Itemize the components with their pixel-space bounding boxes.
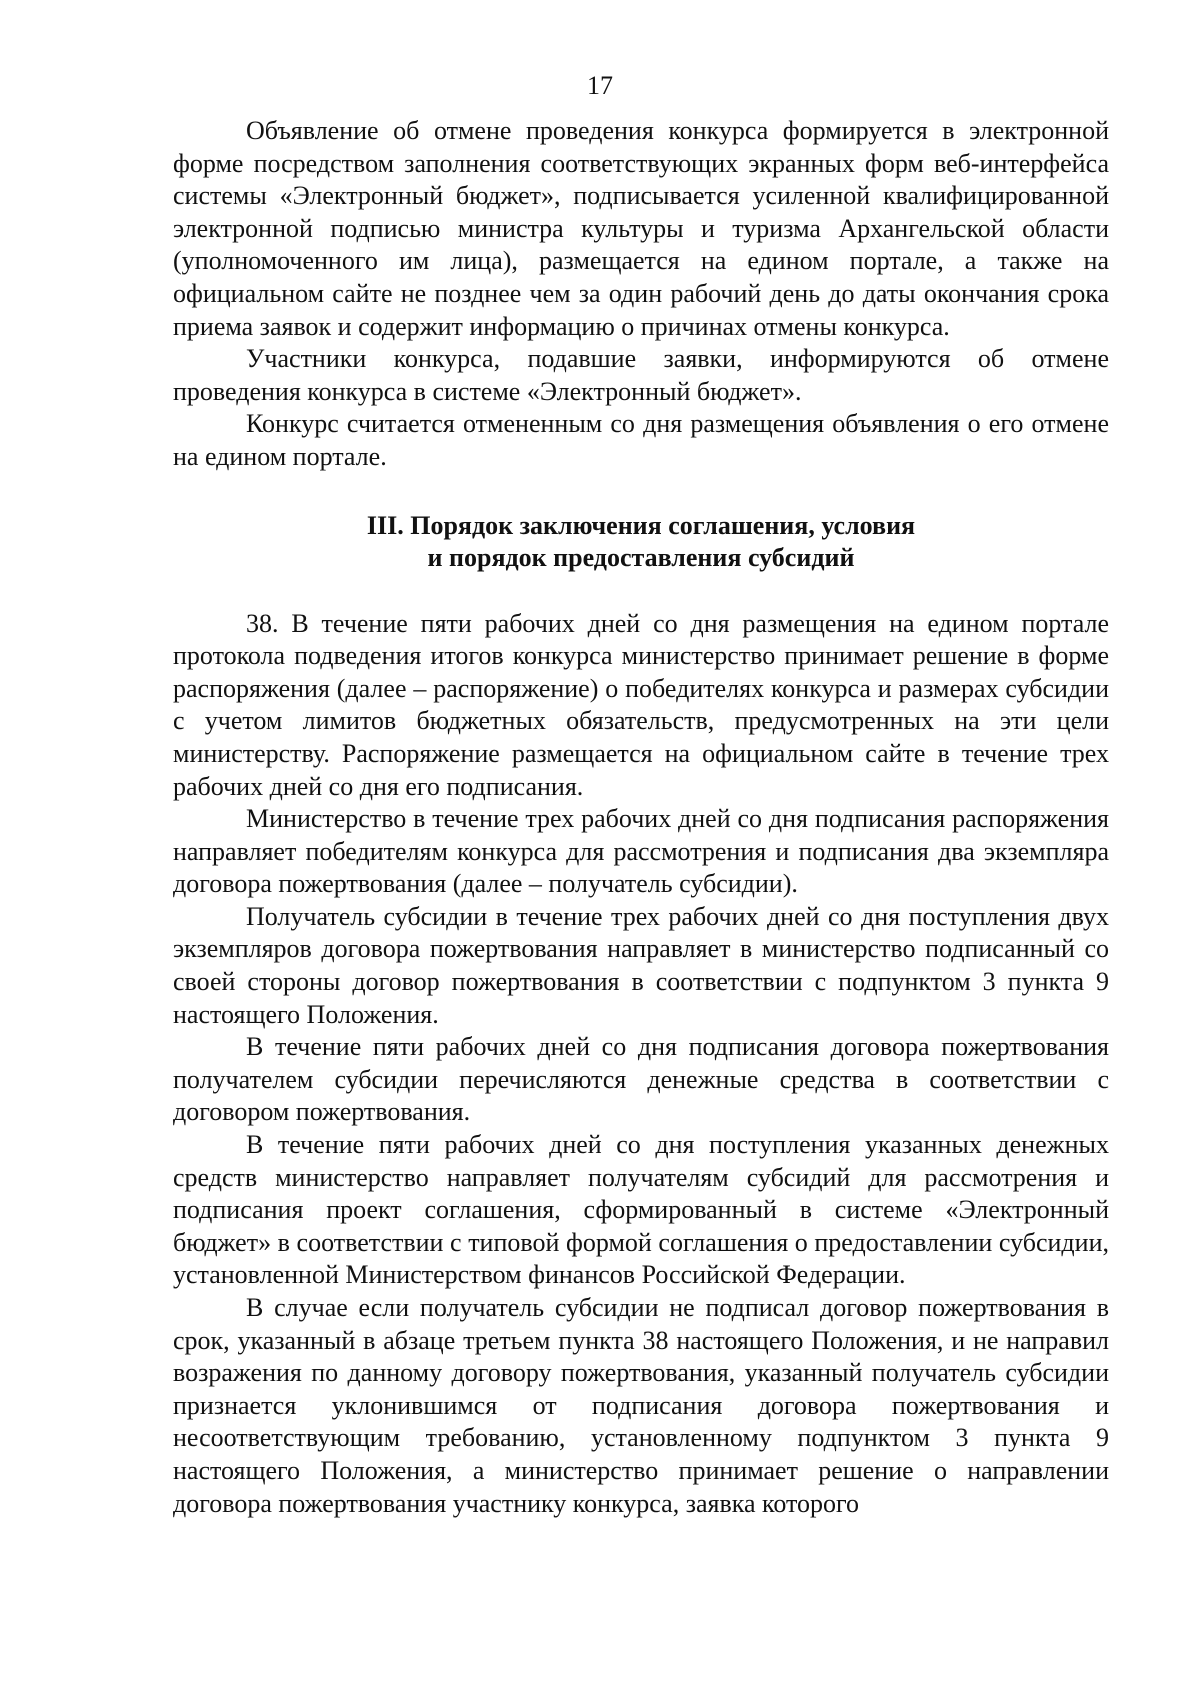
paragraph-cancellation-notice: Объявление об отмене проведения конкурса формируется в электронной форме посредством заполнения соответствующих экранных форм веб-интерфейса системы «Электронный бюджет», подписывается усиленной квалифицированной электронной подписью министра культуры и туризма Архангельской области (уполномоченного им лица), размещается на едином портале, а также на официальном сайте не позднее чем за один рабочий день до даты окончания срока приема заявок и содержит информацию о причинах отмены конкурса. xyxy=(173,116,1109,341)
page-number: 17 xyxy=(587,71,613,100)
paragraph-recipient-returns-contract: Получатель субсидии в течение трех рабочих дней со дня поступления двух экземпляров договора пожертвования направляет в министерство подписанный со своей стороны договор пожертвования в соответствии с подпунктом 3 пункта 9 настоящего Положения. xyxy=(173,901,1109,1029)
paragraph-contest-cancelled: Конкурс считается отмененным со дня размещения объявления о его отмене на едином портале. xyxy=(173,409,1109,471)
paragraph-funds-transfer: В течение пяти рабочих дней со дня подписания договора пожертвования получателем субсидии перечисляются денежные средства в соответствии с договором пожертвования. xyxy=(173,1032,1109,1127)
paragraph-agreement-draft: В течение пяти рабочих дней со дня поступления указанных денежных средств министерство направляет получателям субсидий для рассмотрения и подписания проект соглашения, сформированный в системе «Электронный бюджет» в соответствии с типовой формой соглашения о предоставлении субсидии, установленной Министерством финансов Российской Федерации. xyxy=(173,1130,1109,1290)
paragraph-recipient-declined: В случае если получатель субсидии не подписал договор пожертвования в срок, указанный в абзаце третьем пункта 38 настоящего Положения, и не направил возражения по данному договору пожертвования, указанный получатель субсидии признается уклонившимся от подписания договора пожертвования и несоответствующим требованию, установленному подпунктом 3 пункта 9 настоящего Положения, а министерство принимает решение о направлении договора пожертвования участнику конкурса, заявка которого xyxy=(173,1293,1109,1518)
section-heading-line-2: и порядок предоставления субсидий xyxy=(427,542,855,572)
section-heading-line-1: III. Порядок заключения соглашения, условия xyxy=(366,510,916,540)
section-heading xyxy=(173,510,1109,574)
paragraph-ministry-sends-contracts: Министерство в течение трех рабочих дней со дня подписания распоряжения направляет победителям конкурса для рассмотрения и подписания два экземпляра договора пожертвования (далее – получатель субсидии). xyxy=(173,804,1109,899)
document-body xyxy=(173,115,1109,1520)
paragraph-participants-informed: Участники конкурса, подавшие заявки, информируются об отмене проведения конкурса в системе «Электронный бюджет». xyxy=(173,344,1109,406)
paragraph-item-38: 38. В течение пяти рабочих дней со дня размещения на едином портале протокола подведения итогов конкурса министерство принимает решение в форме распоряжения (далее – распоряжение) о победителях конкурса и размерах субсидии с учетом лимитов бюджетных обязательств, предусмотренных на эти цели министерству. Распоряжение размещается на официальном сайте в течение трех рабочих дней со дня его подписания. xyxy=(173,608,1109,801)
